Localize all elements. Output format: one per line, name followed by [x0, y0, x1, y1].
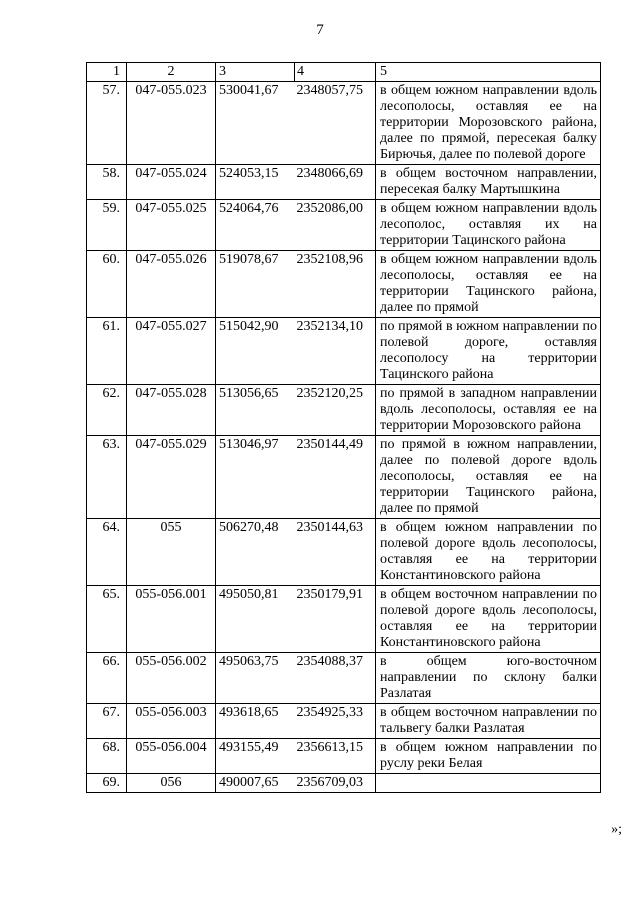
- coordinate-x: 515042,90: [216, 318, 295, 385]
- point-code: 055-056.004: [127, 739, 216, 774]
- coordinate-x: 493155,49: [216, 739, 295, 774]
- coordinate-x: 495063,75: [216, 653, 295, 704]
- coordinate-x: 513056,65: [216, 385, 295, 436]
- coordinate-y: 2348057,75: [295, 82, 376, 165]
- route-description: в общем восточном направлении, пересекая балку Мартышкина: [376, 165, 601, 200]
- row-number: 63.: [87, 436, 127, 519]
- row-number: 61.: [87, 318, 127, 385]
- point-code: 047-055.029: [127, 436, 216, 519]
- coordinate-y: 2354088,37: [295, 653, 376, 704]
- route-description: в общем восточном направлении по тальвегу балки Разлатая: [376, 704, 601, 739]
- point-code: 047-055.026: [127, 251, 216, 318]
- table-row: [87, 251, 601, 318]
- coordinate-x: 524053,15: [216, 165, 295, 200]
- coordinate-x: 493618,65: [216, 704, 295, 739]
- table-row: [87, 436, 601, 519]
- point-code: 047-055.028: [127, 385, 216, 436]
- route-description: по прямой в западном направлении вдоль лесополосы, оставляя ее на территории Морозовского района: [376, 385, 601, 436]
- coordinate-y: 2354925,33: [295, 704, 376, 739]
- table-row: [87, 586, 601, 653]
- coordinate-y: 2352108,96: [295, 251, 376, 318]
- coordinate-x: 495050,81: [216, 586, 295, 653]
- table-header-row: [87, 63, 601, 82]
- row-number: 66.: [87, 653, 127, 704]
- coordinate-y: 2350179,91: [295, 586, 376, 653]
- row-number: 68.: [87, 739, 127, 774]
- coordinate-y: 2348066,69: [295, 165, 376, 200]
- coordinate-y: 2352120,25: [295, 385, 376, 436]
- column-header: 2: [127, 63, 216, 82]
- row-number: 62.: [87, 385, 127, 436]
- table-row: [87, 653, 601, 704]
- column-header: 1: [87, 63, 127, 82]
- coordinate-y: 2352086,00: [295, 200, 376, 251]
- point-code: 055-056.003: [127, 704, 216, 739]
- route-description: в общем южном направлении по полевой дороге вдоль лесополосы, оставляя ее на территории Константиновского района: [376, 519, 601, 586]
- column-header: 5: [376, 63, 601, 82]
- row-number: 59.: [87, 200, 127, 251]
- closing-quote: »;: [611, 822, 622, 837]
- row-number: 69.: [87, 774, 127, 793]
- table-row: [87, 519, 601, 586]
- table-row: [87, 200, 601, 251]
- coordinate-y: 2350144,63: [295, 519, 376, 586]
- point-code: 047-055.025: [127, 200, 216, 251]
- route-description: в общем юго-восточном направлении по склону балки Разлатая: [376, 653, 601, 704]
- route-description: в общем южном направлении вдоль лесополосы, оставляя ее на территории Морозовского района, далее по прямой, пересекая балку Бирючья, далее по полевой дороге: [376, 82, 601, 165]
- coordinate-x: 513046,97: [216, 436, 295, 519]
- coordinate-y: 2356709,03: [295, 774, 376, 793]
- column-header: 3: [216, 63, 295, 82]
- table-row: [87, 318, 601, 385]
- row-number: 60.: [87, 251, 127, 318]
- table-row: [87, 774, 601, 793]
- row-number: 64.: [87, 519, 127, 586]
- coordinate-x: 519078,67: [216, 251, 295, 318]
- route-description: в общем южном направлении вдоль лесополосы, оставляя ее на территории Тацинского района, далее по прямой: [376, 251, 601, 318]
- point-code: 055-056.002: [127, 653, 216, 704]
- column-header: 4: [295, 63, 376, 82]
- row-number: 58.: [87, 165, 127, 200]
- route-description: по прямой в южном направлении по полевой дороге, оставляя лесополосу на территории Тацинского района: [376, 318, 601, 385]
- route-description: по прямой в южном направлении, далее по полевой дороге вдоль лесополосы, оставляя ее на территории Тацинского района, далее по прямой: [376, 436, 601, 519]
- coordinate-y: 2350144,49: [295, 436, 376, 519]
- point-code: 055: [127, 519, 216, 586]
- route-description: в общем южном направлении вдоль лесополос, оставляя их на территории Тацинского района: [376, 200, 601, 251]
- table-row: [87, 82, 601, 165]
- route-description: в общем южном направлении по руслу реки Белая: [376, 739, 601, 774]
- table-row: [87, 704, 601, 739]
- point-code: 047-055.024: [127, 165, 216, 200]
- route-description: в общем восточном направлении по полевой дороге вдоль лесополосы, оставляя ее на территории Константиновского района: [376, 586, 601, 653]
- point-code: 047-055.023: [127, 82, 216, 165]
- table-row: [87, 385, 601, 436]
- coordinate-y: 2352134,10: [295, 318, 376, 385]
- point-code: 047-055.027: [127, 318, 216, 385]
- point-code: 055-056.001: [127, 586, 216, 653]
- page-number: 7: [316, 22, 324, 38]
- row-number: 65.: [87, 586, 127, 653]
- route-description: [376, 774, 601, 793]
- boundary-points-table: [86, 62, 601, 793]
- coordinate-x: 530041,67: [216, 82, 295, 165]
- coordinate-x: 506270,48: [216, 519, 295, 586]
- point-code: 056: [127, 774, 216, 793]
- table-row: [87, 165, 601, 200]
- coordinate-x: 524064,76: [216, 200, 295, 251]
- coordinate-y: 2356613,15: [295, 739, 376, 774]
- row-number: 67.: [87, 704, 127, 739]
- coordinate-x: 490007,65: [216, 774, 295, 793]
- table-row: [87, 739, 601, 774]
- row-number: 57.: [87, 82, 127, 165]
